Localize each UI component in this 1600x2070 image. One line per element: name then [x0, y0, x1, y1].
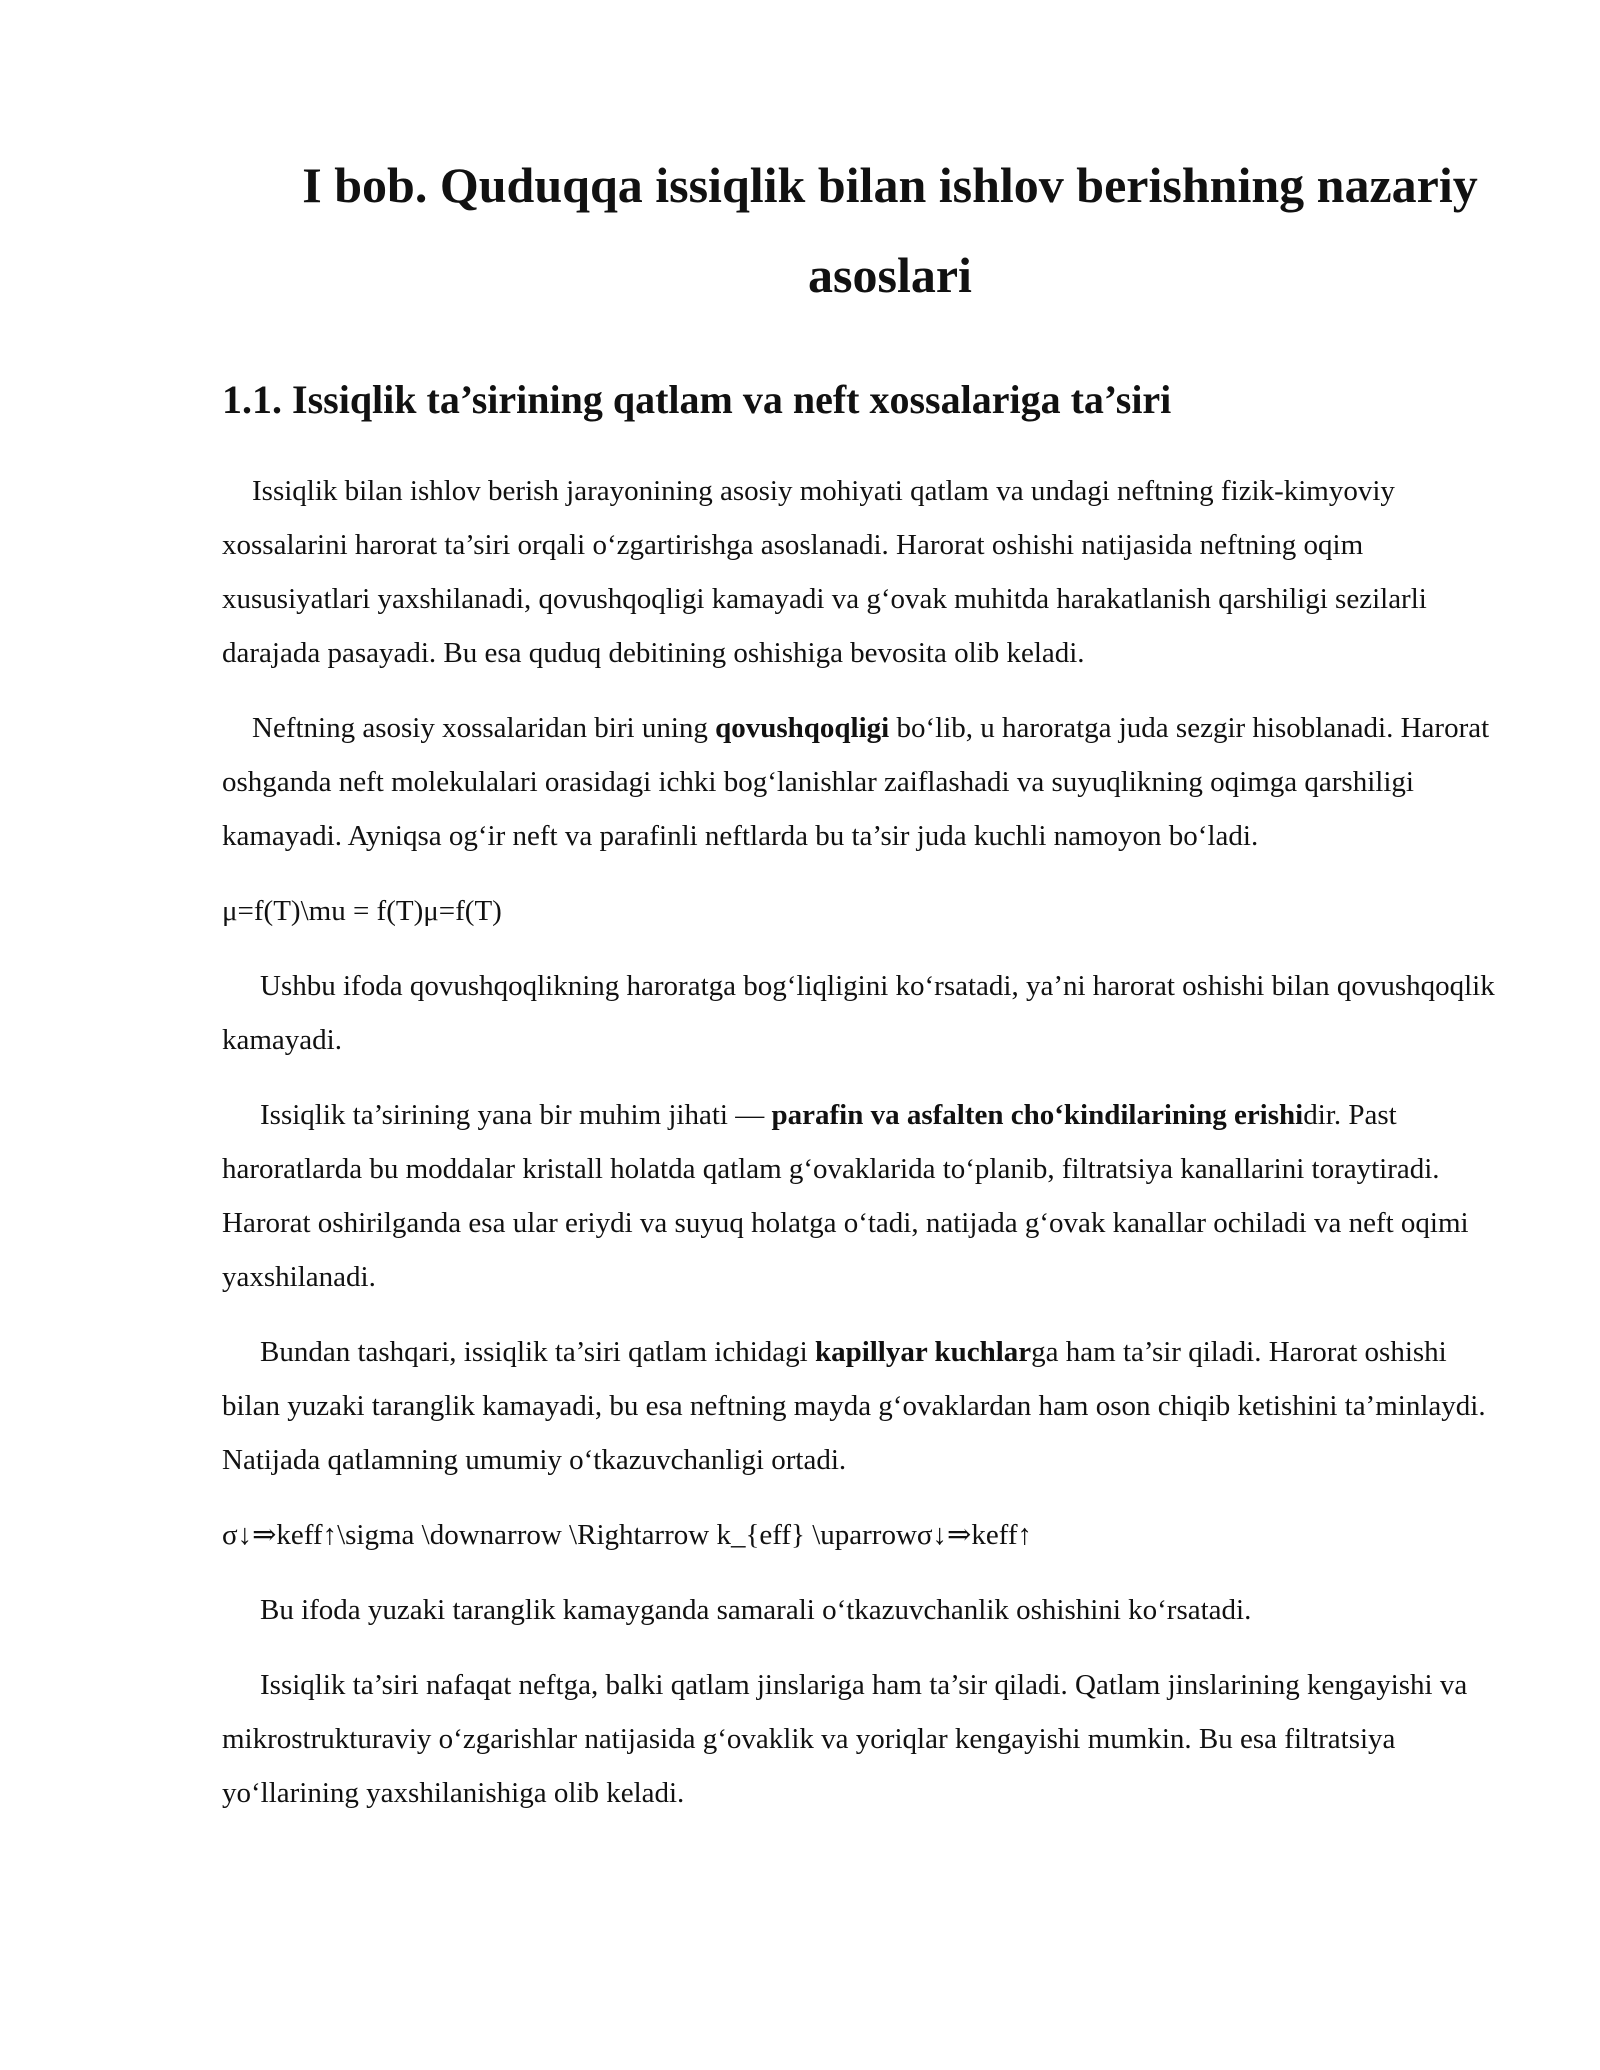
paragraph-text: dir. Past haroratlarda bu moddalar kristall holatda qatlam g‘ovaklarida to‘planib, filtratsiya kanallarini toraytiradi. Harorat oshirilganda esa ular eriydi va suyuq holatga o‘tadi, natijada g‘ovak kanallar ochiladi va neft oqimi yaxshilanadi.: [222, 1099, 1469, 1293]
paragraph-text: bo‘lib, u haroratga juda sezgir hisoblanadi. Harorat oshganda neft molekulalari orasidagi ichki bog‘lanishlar zaiflashadi va suyuqlikning oqimga qarshiligi kamayadi. Ayniqsa og‘ir neft va parafinli neftlarda bu ta’sir juda kuchli namoyon bo‘ladi.: [222, 712, 1490, 852]
paragraph-surface-tension-explanation: Bu ifoda yuzaki taranglik kamayganda samarali o‘tkazuvchanlik oshishini ko‘rsatadi.: [260, 1594, 1252, 1626]
formula-viscosity: μ=f(T)\mu = f(T)μ=f(T): [222, 895, 502, 927]
paragraph-viscosity-explanation: Ushbu ifoda qovushqoqlikning haroratga bog‘liqligini ko‘rsatadi, ya’ni harorat oshishi bilan qovushqoqlik kamayadi.: [222, 970, 1495, 1056]
bold-term-viscosity: qovushqoqligi: [715, 712, 890, 744]
paragraph-text: Issiqlik ta’sirining yana bir muhim jihati —: [260, 1099, 772, 1131]
paragraph-rock-effects: Issiqlik ta’siri nafaqat neftga, balki qatlam jinslariga ham ta’sir qiladi. Qatlam jinslarining kengayishi va mikrostrukturaviy o‘zgarishlar natijasida g‘ovaklik va yoriqlar kengayishi mumkin. Bu esa filtratsiya yo‘llarining yaxshilanishiga olib keladi.: [222, 1669, 1468, 1809]
paragraph-heat-treatment-essence: Issiqlik bilan ishlov berish jarayonining asosiy mohiyati qatlam va undagi neftning fizik-kimyoviy xossalarini harorat ta’siri orqali o‘zgartirishga asoslanadi. Harorat oshishi natijasida neftning oqim xususiyatlari yaxshilanadi, qovushqoqligi kamayadi va g‘ovak muhitda harakatlanish qarshiligi sezilarli darajada pasayadi. Bu esa quduq debitining oshishiga bevosita olib keladi.: [222, 475, 1427, 669]
paragraph-paraffin: [222, 1088, 1500, 1304]
document-page: [222, 140, 1500, 1820]
paragraph-text: Bundan tashqari, issiqlik ta’siri qatlam ichidagi: [260, 1336, 815, 1368]
paragraph-viscosity: [222, 701, 1500, 863]
bold-term-capillary: kapillyar kuchlar: [814, 1336, 1032, 1368]
formula-surface-tension: σ↓⇒keff↑\sigma \downarrow \Rightarrow k_{eff} \uparrowσ↓⇒keff↑: [222, 1519, 1032, 1551]
paragraph-text: Neftning asosiy xossalaridan biri uning: [252, 712, 716, 744]
chapter-title: I bob. Quduqqa issiqlik bilan ishlov berishning nazariy asoslari: [302, 157, 1478, 303]
section-title: 1.1. Issiqlik ta’sirining qatlam va neft xossalariga ta’siri: [222, 377, 1172, 422]
bold-term-paraffin: parafin va asfalten cho‘kindilarining erishi: [771, 1099, 1304, 1131]
paragraph-text: ga ham ta’sir qiladi. Harorat oshishi bilan yuzaki taranglik kamayadi, bu esa neftning mayda g‘ovaklardan ham oson chiqib ketishini ta’minlaydi. Natijada qatlamning umumiy o‘tkazuvchanligi ortadi.: [222, 1336, 1486, 1476]
paragraph-capillary: [222, 1325, 1500, 1487]
